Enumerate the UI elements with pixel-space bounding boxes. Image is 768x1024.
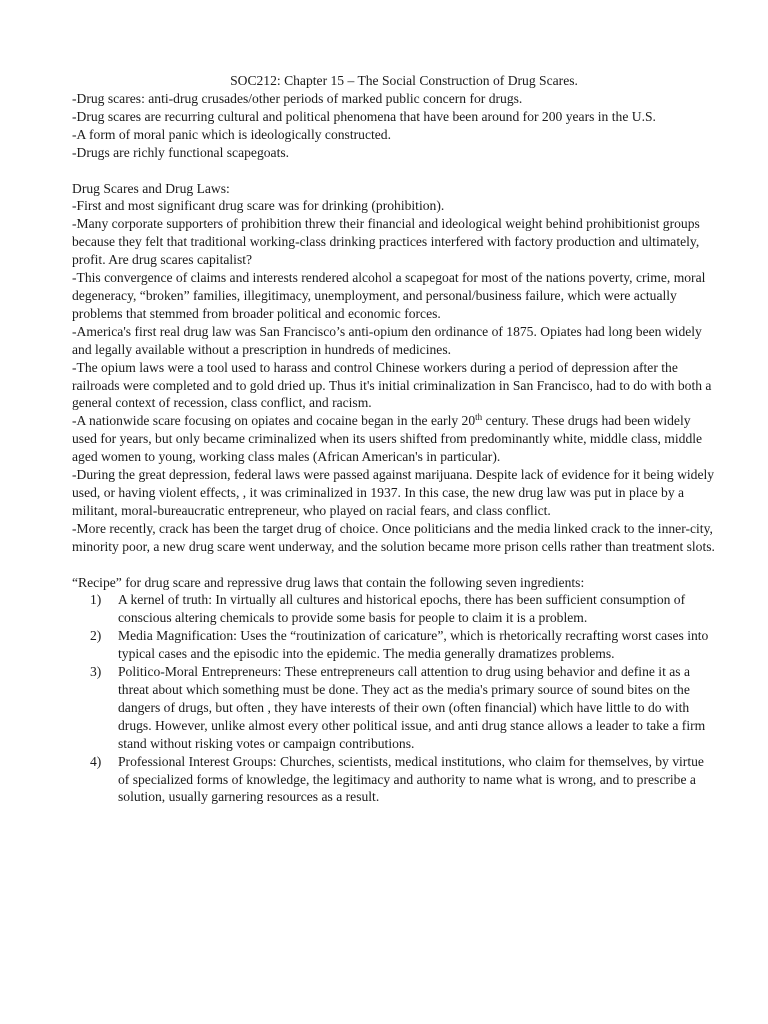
intro-line: -Drugs are richly functional scapegoats.	[72, 144, 290, 160]
list-item-text: Professional Interest Groups: Churches, scientists, medical institutions, who claim for themselves, by virtue of specialized forms of knowledge, the legitimacy and authority to name what is wrong, and to prescribe a solution, usually garnering resources as a result.	[118, 753, 704, 805]
list-item-text: A kernel of truth: In virtually all cultures and historical epochs, there has been sufficient consumption of conscious altering chemicals to provide some basis for people to claim it is a problem.	[118, 592, 686, 626]
recipe-intro: “Recipe” for drug scare and repressive drug laws that contain the following seven ingredients:	[72, 574, 585, 590]
law-paragraph: -During the great depression, federal laws were passed against marijuana. Despite lack of evidence for it being widely used, or having violent effects, , it was criminalized in 1937. In this case, the new drug law was put in place by a militant, moral-bureaucratic entrepreneur, who played on racial fears, and class conflict.	[72, 467, 715, 518]
list-number: 2)	[90, 628, 102, 644]
page-title: SOC212: Chapter 15 – The Social Construction of Drug Scares.	[230, 73, 578, 88]
list-item	[72, 753, 716, 807]
law-paragraph: -More recently, crack has been the target drug of choice. Once politicians and the media linked crack to the inner-city, minority poor, a new drug scare went underway, and the solution became more prison cells rather than treatment slots.	[72, 520, 715, 554]
list-item	[72, 627, 716, 663]
spacer	[72, 556, 716, 574]
superscript: th	[475, 412, 483, 423]
law-paragraph: -America's first real drug law was San Francisco’s anti-opium den ordinance of 1875. Opiates had long been widely and legally available without a prescription in hundreds of medicines.	[72, 323, 702, 357]
list-item-text: Politico-Moral Entrepreneurs: These entrepreneurs call attention to drug using behavior and define it as a threat about which something must be done. They act as the media's primary source of sound bites on the dangers of drugs, but often , they have interests of their own (often financial) which have little to do with drugs. However, unlike almost every other political issue, and anti drug stance allows a leader to take a firm stand without risking votes or campaign contributions.	[118, 664, 706, 751]
list-item	[72, 663, 716, 753]
list-number: 3)	[90, 664, 102, 680]
law-paragraph: -First and most significant drug scare was for drinking (prohibition).	[72, 198, 445, 214]
list-number: 4)	[90, 753, 102, 769]
law-text: -A nationwide scare focusing on opiates and cocaine began in the early 20	[72, 413, 476, 429]
section-heading: Drug Scares and Drug Laws:	[72, 180, 230, 196]
intro-line: -A form of moral panic which is ideologically constructed.	[72, 126, 391, 142]
list-item-text: Media Magnification: Uses the “routinization of caricature”, which is rhetorically recrafting worst cases into typical cases and the episodic into the epidemic. The media generally dramatizes problems.	[118, 628, 709, 662]
intro-line: -Drug scares: anti-drug crusades/other periods of marked public concern for drugs.	[72, 90, 523, 106]
law-paragraph: -The opium laws were a tool used to harass and control Chinese workers during a period of depression after the railroads were completed and to gold dried up. Thus it's initial criminalization in San Francisco, had to do with both a general context of recession, class conflict, and racism.	[72, 359, 712, 411]
ingredients-list	[72, 591, 716, 806]
law-paragraph: -Many corporate supporters of prohibition threw their financial and ideological weight behind prohibitionist groups because they felt that traditional working-class drinking practices interfered with factory production and ultimately, profit. Are drug scares capitalist?	[72, 216, 700, 268]
intro-line: -Drug scares are recurring cultural and political phenomena that have been around for 200 years in the U.S.	[72, 108, 656, 124]
list-number: 1)	[90, 592, 102, 608]
spacer	[72, 162, 716, 180]
law-text: century. These drugs had been widely used for years, but only became criminalized when its users shifted from predominantly white, middle class, middle aged women to young, working class males (African American's in particular).	[72, 413, 703, 465]
law-paragraph: -This convergence of claims and interests rendered alcohol a scapegoat for most of the nations poverty, crime, moral degeneracy, “broken” families, illegitimacy, unemployment, and personal/business failure, which were actually problems that stemmed from broader political and economic forces.	[72, 270, 706, 321]
list-item	[72, 591, 716, 627]
law-paragraph	[72, 412, 716, 466]
